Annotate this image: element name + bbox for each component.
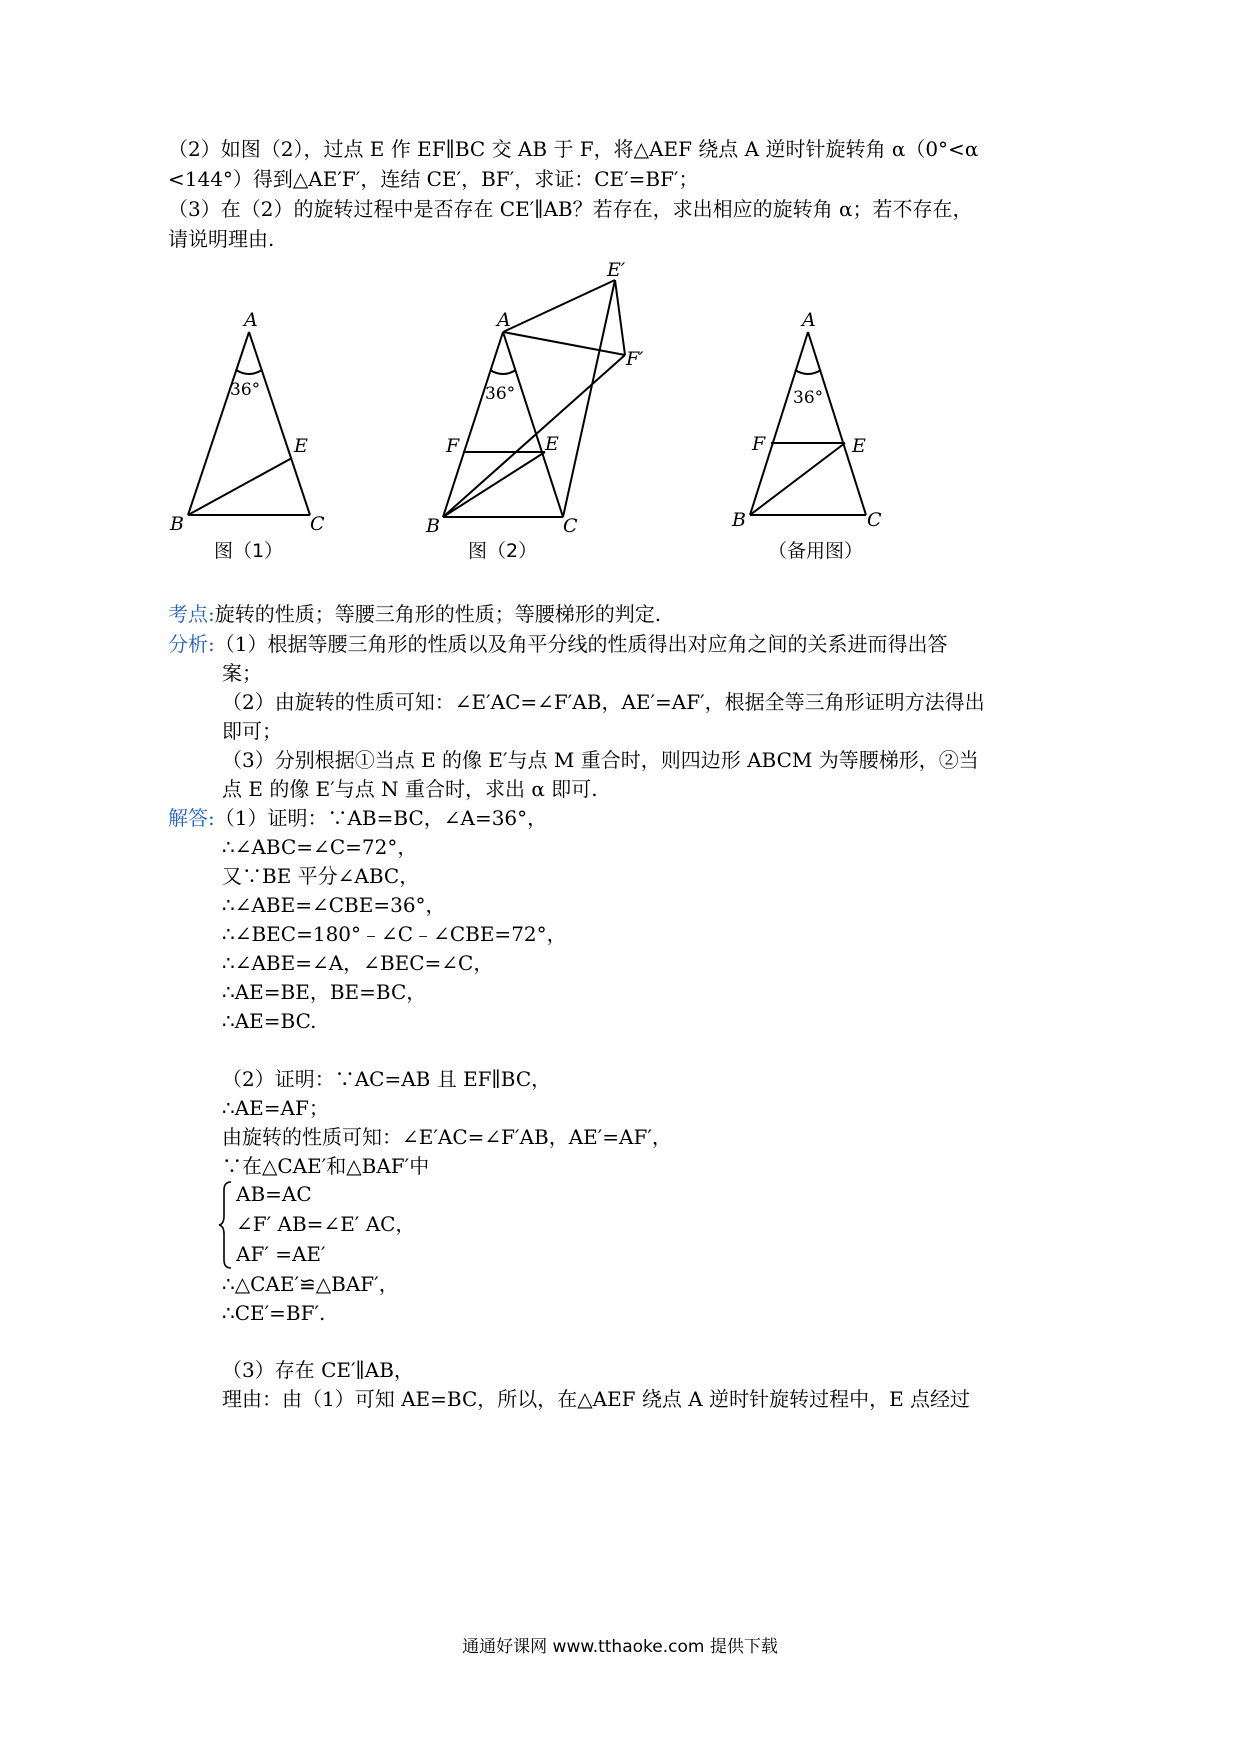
fig2-point-e: E xyxy=(545,433,559,455)
fig1-caption: 图（1） xyxy=(214,540,284,562)
fig2-caption: 图（2） xyxy=(468,540,538,562)
geometry-figures xyxy=(0,0,1240,640)
kaodian-text: 旋转的性质；等腰三角形的性质；等腰梯形的判定. xyxy=(214,602,662,626)
jieda-p1-line-5: ∴∠BEC=180°﹣∠C﹣∠CBE=72°， xyxy=(222,922,567,946)
jieda-p1-line-1: （1）证明：∵AB=BC，∠A=36°， xyxy=(214,806,548,830)
fig3-point-a: A xyxy=(802,309,816,331)
fig3-point-f: F xyxy=(752,433,766,455)
jieda-p2b-line-2: ∴CE′=BF′. xyxy=(222,1301,326,1325)
system-brace xyxy=(218,1180,234,1270)
jieda-p3-line-1: （3）存在 CE′∥AB， xyxy=(222,1358,414,1382)
fig1-point-c: C xyxy=(310,513,325,535)
fig3-point-b: B xyxy=(732,509,746,531)
figure-2 xyxy=(443,280,625,517)
jieda-p1-line-4: ∴∠ABE=∠CBE=36°， xyxy=(222,893,446,917)
fig3-point-e: E xyxy=(852,435,866,457)
fig2-angle-label: 36° xyxy=(485,384,516,404)
page-footer: 通通好课网 www.tthaoke.com 提供下载 xyxy=(462,1637,778,1657)
problem-line-3: （3）在（2）的旋转过程中是否存在 CE′∥AB？若存在，求出相应的旋转角 α；若不存在， xyxy=(168,197,973,221)
fenxi-line-3: （2）由旋转的性质可知：∠E′AC=∠F′AB，AE′=AF′，根据全等三角形证明方法得出 xyxy=(222,690,985,714)
fig2-point-c: C xyxy=(563,515,578,537)
fig2-point-b: B xyxy=(426,515,440,537)
fig3-angle-label: 36° xyxy=(793,388,824,408)
jieda-p1-line-2: ∴∠ABC=∠C=72°， xyxy=(222,835,418,859)
system-line-2: ∠F′ AB=∠E′ AC， xyxy=(236,1212,416,1236)
jieda-p2-line-4: ∵在△CAE′和△BAF′中 xyxy=(222,1154,430,1178)
fenxi-line-4: 即可； xyxy=(222,719,282,743)
fenxi-line-6: 点 E 的像 E′与点 N 重合时，求出 α 即可. xyxy=(222,777,598,801)
fig3-point-c: C xyxy=(867,509,882,531)
fig2-point-f: F xyxy=(446,435,460,457)
jieda-p2b-line-1: ∴△CAE′≌△BAF′， xyxy=(222,1272,399,1296)
jieda-p1-line-7: ∴AE=BE，BE=BC， xyxy=(222,980,427,1004)
fig2-point-e-prime: E′ xyxy=(607,259,626,281)
jieda-p1-line-6: ∴∠ABE=∠A，∠BEC=∠C， xyxy=(222,951,494,975)
fenxi-line-5: （3）分别根据①当点 E 的像 E′与点 M 重合时，则四边形 ABCM 为等腰梯形，②当 xyxy=(222,748,979,772)
fig1-point-e: E xyxy=(294,435,308,457)
jieda-p2-line-3: 由旋转的性质可知：∠E′AC=∠F′AB，AE′=AF′， xyxy=(222,1125,672,1149)
problem-line-4: 请说明理由. xyxy=(168,227,275,251)
jieda-p1-line-3: 又∵BE 平分∠ABC， xyxy=(222,864,420,888)
kaodian-label: 考点: xyxy=(168,602,215,626)
fenxi-row xyxy=(168,631,947,657)
fenxi-line-1: （1）根据等腰三角形的性质以及角平分线的性质得出对应角之间的关系进而得出答 xyxy=(214,632,948,656)
fig2-point-a: A xyxy=(497,309,511,331)
fig3-caption: （备用图） xyxy=(768,540,864,562)
jieda-p2-line-2: ∴AE=AF； xyxy=(222,1096,329,1120)
fig2-point-f-prime: F′ xyxy=(626,348,644,370)
kaodian-row xyxy=(168,601,661,627)
jieda-p3-line-2: 理由：由（1）可知 AE=BC，所以，在△AEF 绕点 A 逆时针旋转过程中，E 点经过 xyxy=(222,1387,971,1411)
fenxi-line-2: 案； xyxy=(222,661,262,685)
fig1-point-b: B xyxy=(170,513,184,535)
jieda-row xyxy=(168,805,547,831)
system-line-1: AB=AC xyxy=(236,1182,312,1206)
figure-3 xyxy=(750,332,866,515)
jieda-p2-line-1: （2）证明：∵AC=AB 且 EF∥BC， xyxy=(222,1067,552,1091)
fig1-point-a: A xyxy=(244,309,258,331)
figure-1 xyxy=(188,332,310,515)
system-line-3: AF′ =AE′ xyxy=(236,1242,326,1266)
fenxi-label: 分析: xyxy=(168,632,215,656)
problem-line-2: <144°）得到△AE′F′，连结 CE′，BF′，求证：CE′=BF′； xyxy=(168,167,699,191)
jieda-label: 解答: xyxy=(168,806,215,830)
problem-line-1: （2）如图（2），过点 E 作 EF∥BC 交 AB 于 F，将△AEF 绕点 A 逆时针旋转角 α（0°<α xyxy=(168,137,979,161)
fig1-angle-label: 36° xyxy=(230,380,261,400)
jieda-p1-line-8: ∴AE=BC. xyxy=(222,1009,317,1033)
